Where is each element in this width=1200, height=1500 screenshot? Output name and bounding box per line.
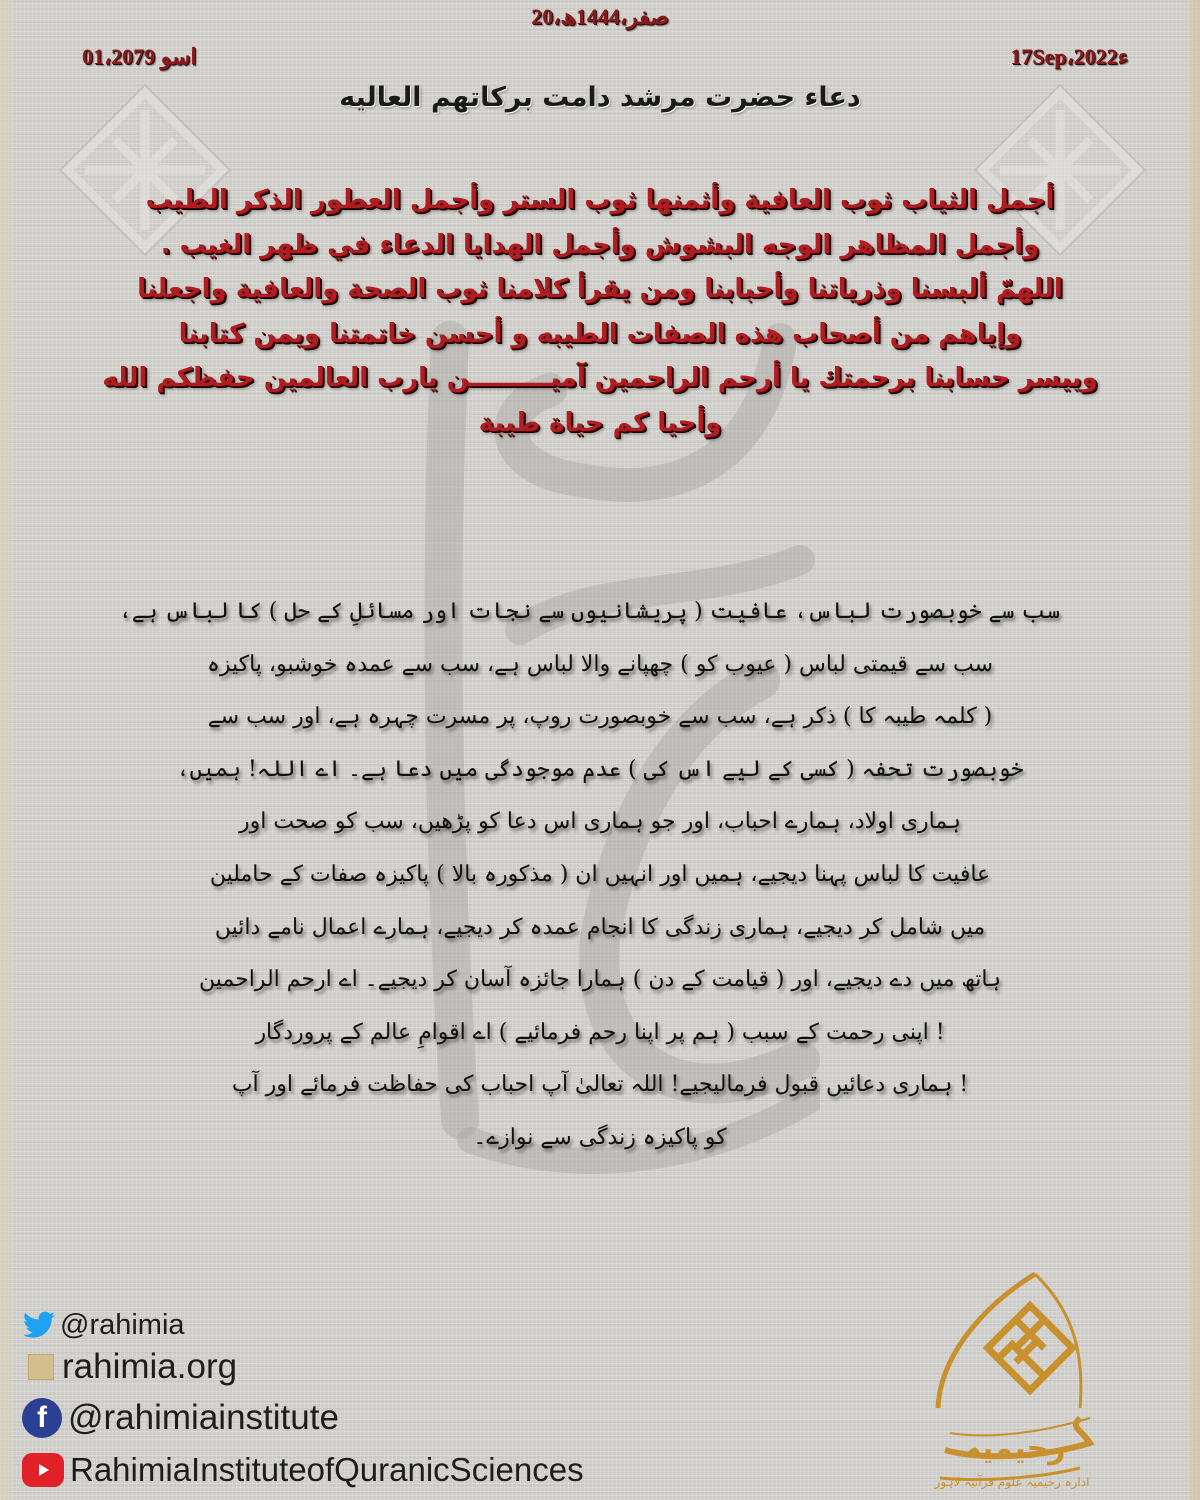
logo-subtitle-text: ادارہ رحیمیہ علوم قرآنیہ لاہور [934,1475,1090,1489]
arabic-line: وإياهم من أصحاب هذه الصفات الطيبه و أحسن خاتمتنا ويمن كتابنا [178,318,1022,349]
urdu-line: میں شامل کر دیجیے، ہماری زندگی کا انجام عمدہ کر دیجیے، ہمارے اعمال نامے دائیں [214,914,986,940]
social-links [22,1305,584,1495]
arabic-line: وأجمل المظاهر الوجه البشوش وأجمل الهدايا الدعاء في ظهر الغيب . [160,229,1040,260]
facebook-icon: f [22,1398,62,1438]
page-edge-right [1190,0,1200,1500]
urdu-line: عافیت کا لباس پہنا دیجیے، ہمیں اور انہیں ان ( مذکورہ بالا ) پاکیزہ صفات کے حاملین [209,861,991,887]
hijri-date: 20،صفر،1444ھ [531,4,669,29]
website-url: rahimia.org [62,1347,238,1386]
urdu-line: ! اپنی رحمت کے سبب ( ہم پر اپنا رحم فرمائیے ) اے اقوامِ عالم کے پروردگار [255,1019,945,1045]
urdu-line: خوبصورت تحفہ ( کسی کے لیے اس کی ) عدم موجودگی میں دعا ہے۔ اے اللہ! ہمیں، [176,756,1024,782]
urdu-line: ہاتھ میں دے دیجیے، اور ( قیامت کے دن ) ہمارا جائزہ آسان کر دیجیے۔ اے ارحم الراحمین [198,967,1001,993]
arabic-line: وأحيا كم حياة طيبة [478,407,722,438]
urdu-line: سب سے قیمتی لباس ( عیوب کو ) چھپانے والا لباس ہے، سب سے عمدہ خوشبو، پاکیزہ [206,651,994,677]
twitter-bird-icon [22,1310,56,1340]
urdu-line: ( کلمہ طیبہ کا ) ذکر ہے، سب سے خوبصورت روپ، پر مسرت چہرہ ہے، اور سب سے [207,704,993,730]
urdu-line: کو پاکیزہ زندگی سے نوازے۔ [473,1124,727,1150]
website-logo-icon [28,1354,54,1380]
twitter-link[interactable] [22,1305,584,1345]
facebook-handle: @rahimiainstitute [68,1398,339,1437]
page-edge-left [0,0,10,1500]
rahimia-logo [920,1268,1100,1493]
facebook-link[interactable] [22,1393,584,1443]
urdu-line: ! ہماری دعائیں قبول فرمالیجیے! اللہ تعالیٰ آپ احباب کی حفاظت فرمائے اور آپ [231,1072,969,1098]
urdu-line: ہماری اولاد، ہمارے احباب، اور جو ہماری اس دعا کو پڑھیں، سب کو صحت اور [239,809,961,835]
urdu-line: سب سے خوبصورت لباس، عافیت ( پریشانیوں سے نجات اور مسائلِ کے حل ) کا لباس ہے، [118,599,1060,624]
urdu-translation [118,586,1060,1165]
arabic-line: اللهمّ ألبسنا وذرياتنا وأحبابنا ومن يقرأ كلامنا ثوب الصحة والعافية واجعلنا [137,274,1063,304]
youtube-channel: RahimiaInstituteofQuranicSciences [70,1451,584,1488]
rahimia-logo-icon [920,1268,1100,1493]
youtube-play-icon [22,1453,64,1487]
arabic-line: وييسر حسابنا برحمتك يا أرحم الراحمين آميـــــــــن يارب العالمين حفظكم الله [102,363,1098,393]
website-link[interactable] [22,1345,584,1389]
arabic-line: أجمل الثياب ثوب العافية وأثمنها ثوب الستر وأجمل العطور الذكر الطيب [145,185,1055,215]
gregorian-date: 17Sep،2022ء [1010,44,1128,69]
twitter-handle: @rahimia [60,1308,185,1341]
arabic-dua [60,178,1140,445]
page-title: دعاء حضرت مرشد دامت برکاتهم العالیه [339,82,861,113]
logo-name-text: رحیمیہ [964,1431,1066,1466]
youtube-link[interactable] [22,1445,584,1495]
bikrami-date: 01،اسو 2079 [82,44,197,69]
